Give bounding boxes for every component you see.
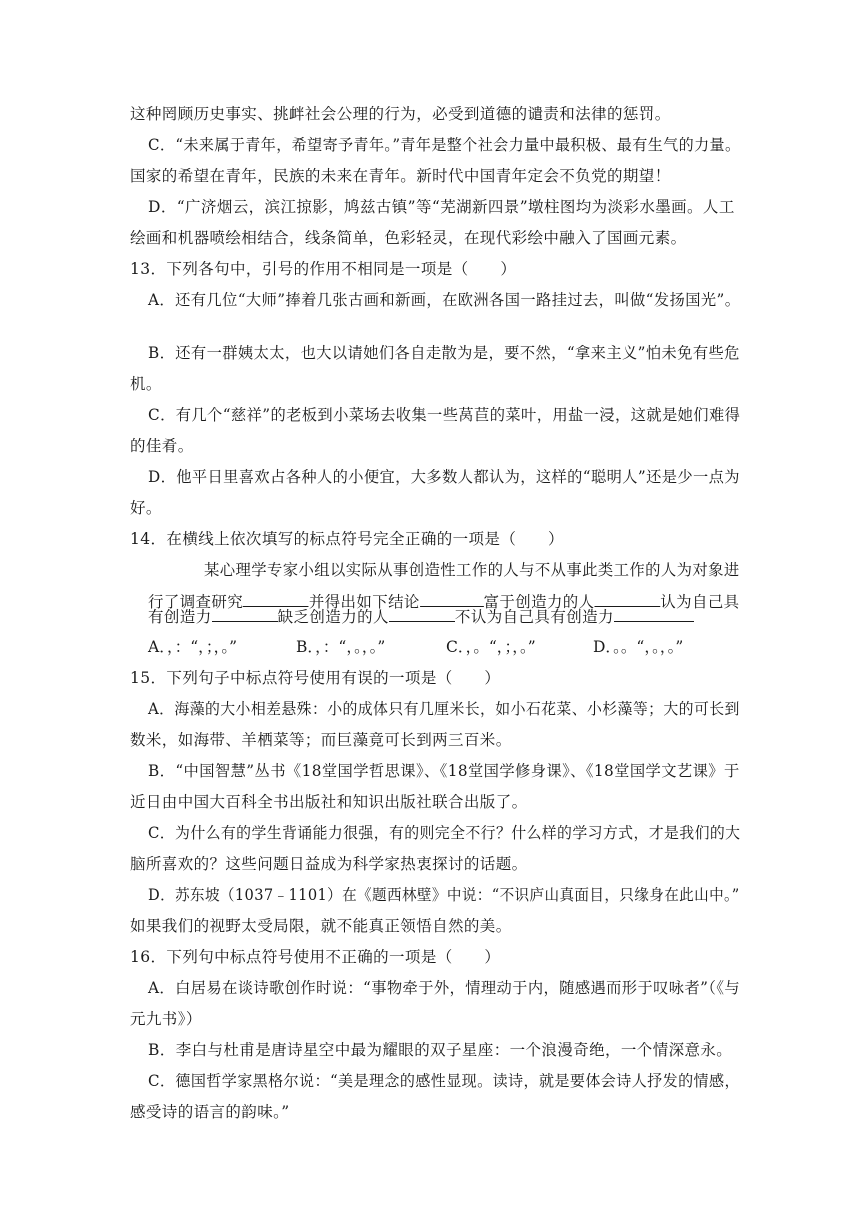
passage-line: 某心理学专家小组以实际从事创造性工作的人与不从事此类工作的人为对象进: [204, 561, 740, 579]
option-a: A．还有几位“大师”捧着几张古画和新画，在欧洲各国一路挂过去，叫做“发扬国光”。: [148, 291, 741, 309]
option-b: B．李白与杜甫是唐诗星空中最为耀眼的双子星座：一个浪漫奇绝，一个情深意永。: [148, 1041, 733, 1059]
passage-text: 富于创造力的人: [483, 593, 595, 611]
text-line: 如果我们的视野太受局限，就不能真正领悟自然的美。: [130, 917, 512, 935]
text-line: 国家的希望在青年，民族的未来在青年。新时代中国青年定会不负党的期望！: [130, 167, 671, 185]
option-a: A．，：“，；，。”: [148, 638, 238, 656]
text-line: 机。: [130, 375, 162, 393]
text-line: 数米，如海带、羊栖菜等；而巨藻竟可长到两三百米。: [130, 731, 512, 749]
option-c: C．为什么有的学生背诵能力很强，有的则完全不行？什么样的学习方式，才是我们的大: [148, 824, 741, 842]
option-d: D．他平日里喜欢占各种人的小便宜，大多数人都认为，这样的“聪明人”还是少一点为: [148, 468, 740, 486]
option-d: D．。。“，。，。”: [593, 638, 684, 656]
option-b: B．“中国智慧”丛书《18堂国学哲思课》、《18堂国学修身课》、《18堂国学文艺课》于: [148, 762, 740, 780]
blank-line: [614, 606, 694, 622]
text-line: 脑所喜欢的？这些问题日益成为科学家热衷探讨的话题。: [130, 855, 528, 873]
passage-text: 缺乏创造力的人: [277, 608, 389, 626]
passage-text: 不认为自己具有创造力: [454, 608, 614, 626]
option-d: D．“广济烟云，滨江掠影，鸠兹古镇”等“芜湖新四景”墩柱图均为淡彩水墨画。人工: [148, 198, 735, 216]
passage-line: [148, 606, 694, 627]
option-d: D．苏东坡（1037﹣1101）在《题西林壁》中说：“不识庐山真面目，只缘身在此山中。”: [148, 886, 740, 904]
blank-line: [420, 591, 484, 607]
option-c: C．，。“，；，。”: [446, 638, 536, 656]
text-line: 绘画和机器喷绘相结合，线条简单，色彩轻灵，在现代彩绘中融入了国画元素。: [130, 229, 687, 247]
question-14: 14．在横线上依次填写的标点符号完全正确的一项是（ ）: [130, 530, 564, 548]
blank-line: [212, 606, 278, 622]
question-13: 13．下列各句中，引号的作用不相同是一项是（ ）: [130, 260, 517, 278]
option-b: B．，：“，。，。”: [296, 638, 386, 656]
option-c: C．德国哲学家黑格尔说：“美是理念的感性显现。读诗，就是要体会诗人抒发的情感，: [148, 1072, 740, 1090]
option-a: A．海藻的大小相差悬殊：小的成体只有几厘米长，如小石花菜、小杉藻等；大的可长到: [148, 700, 740, 718]
blank-line: [389, 606, 455, 622]
option-b: B．还有一群姨太太，也大以请她们各自走散为是，要不然，“拿来主义”怕未免有些危: [148, 344, 740, 362]
text-line: 元九书》）: [130, 1010, 202, 1028]
question-16: 16．下列句中标点符号使用不正确的一项是（ ）: [130, 948, 501, 966]
passage-text: 行了调查研究: [148, 593, 244, 611]
passage-text: 并得出如下结论: [308, 593, 420, 611]
blank-line: [595, 591, 661, 607]
passage-text: 有创造力: [148, 608, 212, 626]
text-line: 这种罔顾历史事实、挑衅社会公理的行为，必受到道德的谴责和法律的惩罚。: [130, 105, 671, 123]
passage-text: 认为自己具: [660, 593, 740, 611]
option-c: C．有几个“慈祥”的老板到小菜场去收集一些莴苣的菜叶，用盐一浸，这就是她们难得: [148, 406, 741, 424]
blank-line: [243, 591, 309, 607]
text-line: 的佳肴。: [130, 437, 194, 455]
option-a: A．白居易在谈诗歌创作时说：“事物牵于外，情理动于内，随感遇而形于叹咏者”（《与: [148, 979, 741, 997]
option-c: C．“未来属于青年，希望寄予青年。”青年是整个社会力量中最积极、最有生气的力量。: [148, 136, 741, 154]
text-line: 好。: [130, 499, 162, 517]
question-15: 15．下列句子中标点符号使用有误的一项是（ ）: [130, 669, 501, 687]
text-line: 感受诗的语言的韵味。”: [130, 1103, 290, 1121]
text-line: 近日由中国大百科全书出版社和知识出版社联合出版了。: [130, 793, 528, 811]
